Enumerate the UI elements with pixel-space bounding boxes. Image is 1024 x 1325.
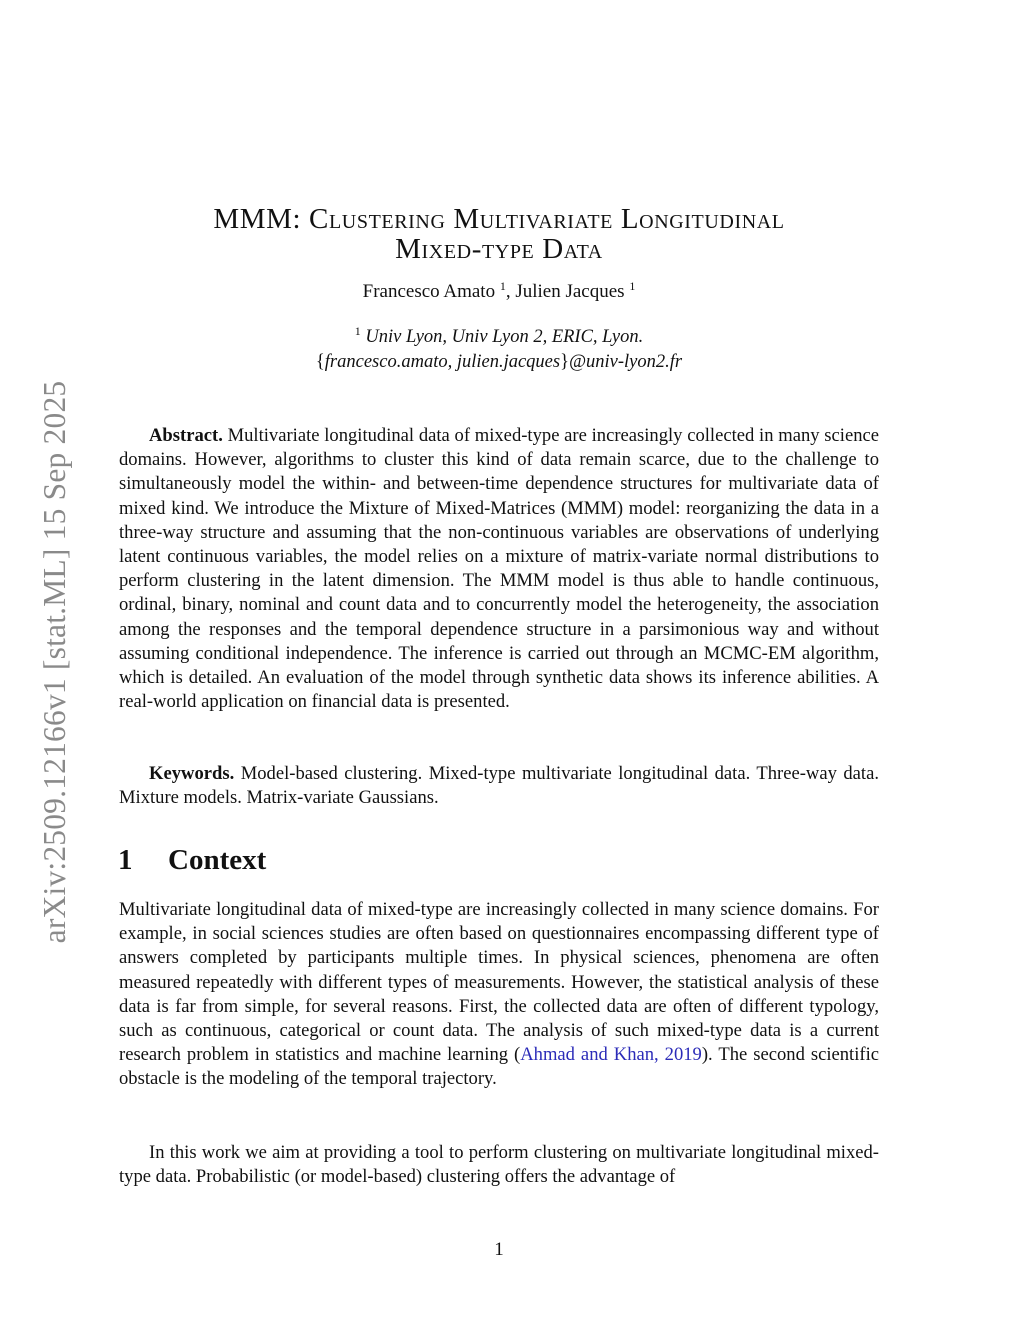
brace-open: { [315,352,325,372]
paper-title [118,204,880,264]
email-line [118,350,880,375]
author-name: Julien Jacques [515,281,625,302]
brace-close: } [560,352,569,372]
section-number: 1 [118,844,133,876]
section-title-text: Context [168,844,267,876]
affiliation-text: Univ Lyon, Univ Lyon 2, ERIC, Lyon. [365,327,644,347]
affiliation-mark: 1 [354,324,361,338]
keywords-paragraph [119,762,879,810]
paragraph-text: Multivariate longitudinal data of mixed-type are increasingly collected in many science domains. For example, in social sciences studies are often based on questionnaires encompassing different type of answers completed by participants multiple times. In physical sciences, phenomena are often measured repeatedly with different types of measurements. However, the statistical analysis of these data is far from simple, for several reasons. First, the collected data are often of different typology, such as continuous, categorical or count data. The analysis of such mixed-type data is a current research problem in statistics and machine learning ( [119,899,879,1066]
email-domain: @univ-lyon2.fr [569,352,683,372]
keywords-label: Keywords. [149,763,235,784]
title-line-1: MMM: Clustering Multivariate Longitudinal [213,203,785,235]
keywords-text: Model-based clustering. Mixed-type multivariate longitudinal data. Three-way data. Mixture models. Matrix-variate Gaussians. [119,763,879,809]
affiliation-line [118,325,880,350]
paragraph-text: ). The second scientific obstacle is the modeling of the temporal trajectory. [119,1044,879,1090]
body-paragraph: In this work we aim at providing a tool to perform clustering on multivariate longitudinal mixed-type data. Probabilistic (or model-based) clustering offers the advantage of [119,1142,879,1188]
title-line-2: Mixed-type Data [395,233,603,265]
section-heading [118,844,266,877]
page-number: 1 [494,1239,504,1260]
citation-link[interactable]: Ahmad and Khan, 2019 [520,1044,702,1066]
arxiv-identifier-stamp: arXiv:2509.12166v1 [stat.ML] 15 Sep 2025 [37,380,72,944]
author-list [118,281,880,303]
abstract-label: Abstract. [149,425,223,446]
email-names: francesco.amato, julien.jacques [324,352,561,372]
abstract-text: Multivariate longitudinal data of mixed-type are increasingly collected in many science domains. However, algorithms to cluster this kind of data remain scarce, due to the challenge to simultaneously model the within- and between-time dependence structures for multivariate data of mixed kind. We introduce the Mixture of Mixed-Matrices (MMM) model: reorganizing the data in a three-way structure and assuming that the non-continuous variables are observations of underlying latent continuous variables, the model relies on a mixture of matrix-variate normal distributions to perform clustering in the latent dimension. The MMM model is thus able to handle continuous, ordinal, binary, nominal and count data and to concurrently model the heterogeneity, the association among the responses and the temporal dependence structure in a parsimonious way and without assuming conditional independence. The inference is carried out through an MCMC-EM algorithm, which is detailed. An evaluation of the model through synthetic data shows its inference abilities. A real-world application on financial data is presented. [119,425,880,713]
author-separator: , [505,281,516,302]
author-name: Francesco Amato [362,281,496,302]
affiliation-block [118,325,880,375]
author-affiliation-mark: 1 [629,279,636,293]
body-paragraph [119,898,879,1092]
author-affiliation-mark: 1 [499,279,506,293]
abstract-paragraph [119,424,879,714]
